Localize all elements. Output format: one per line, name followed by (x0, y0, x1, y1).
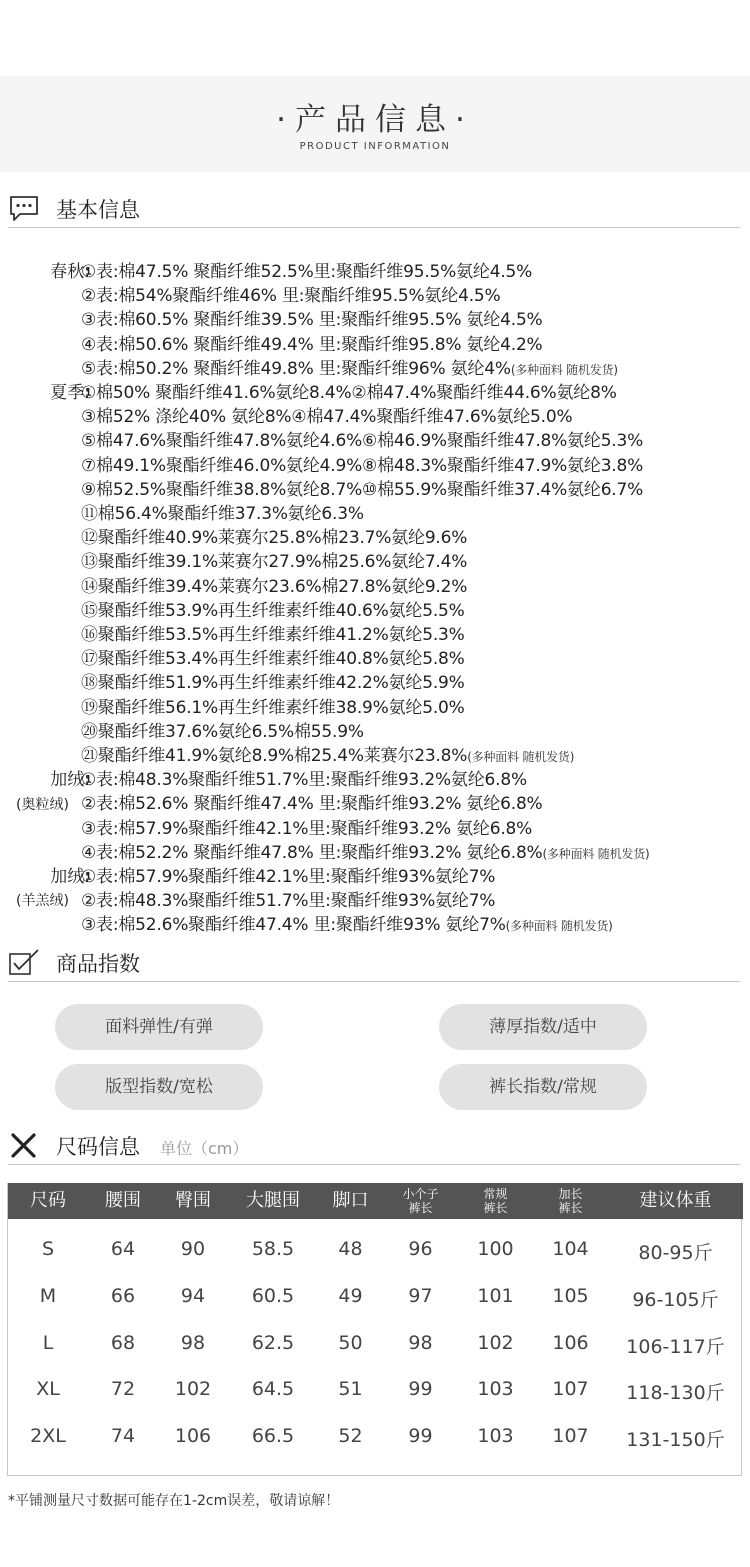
season-label: 夏季: (50, 383, 90, 403)
material-row (8, 910, 740, 934)
material-text: ②表:棉52.6% 聚酯纤维47.4% 里:聚酯纤维93.2% 氨纶6.8% (81, 794, 543, 815)
size-table-cell: M (39, 1284, 57, 1307)
size-table-cell: 72 (110, 1378, 136, 1401)
size-header-cell: 脚口 (332, 1190, 369, 1211)
size-table-cell: 100 (477, 1238, 514, 1260)
size-table-cell: 118-130斤 (626, 1382, 725, 1405)
size-table-cell: 52 (338, 1425, 363, 1448)
material-row (8, 475, 740, 499)
size-info-title: 尺码信息 (56, 1135, 140, 1159)
size-table-cell: 80-95斤 (638, 1242, 713, 1264)
banner-title: ·产品信息· (276, 102, 474, 138)
index-pill-fit: 版型指数/宽松 (55, 1064, 263, 1110)
size-info-header (8, 1125, 740, 1165)
material-row (8, 620, 740, 644)
season-label: 春秋: (50, 262, 90, 282)
size-table-cell: 64.5 (251, 1378, 295, 1401)
material-row (8, 741, 740, 765)
index-pill-elasticity: 面料弹性/有弹 (55, 1004, 263, 1050)
material-row (8, 305, 740, 329)
size-table-cell: 102 (174, 1378, 212, 1401)
size-table-cell: 50 (338, 1331, 363, 1354)
material-row (8, 717, 740, 741)
material-text: ⑤表:棉50.2% 聚酯纤维49.8% 里:聚酯纤维96% 氨纶4%(多种面料 随机发货) (81, 358, 618, 379)
size-table-cell: 97 (408, 1284, 433, 1307)
season-label: 加绒: (50, 867, 90, 887)
material-text: ①表:棉47.5% 聚酯纤维52.5%里:聚酯纤维95.5%氨纶4.5% (81, 262, 533, 282)
material-text: ⑳聚酯纤维37.6%氨纶6.5%棉55.9% (81, 721, 364, 742)
material-text: ⑦棉49.1%聚酯纤维46.0%氨纶4.9%⑧棉48.3%聚酯纤维47.9%氨纶3.8% (81, 455, 644, 476)
size-table-cell: 101 (477, 1284, 514, 1307)
section-divider (8, 1164, 740, 1165)
size-header-cell: 腰围 (105, 1190, 141, 1211)
material-text: ③表:棉57.9%聚酯纤维42.1%里:聚酯纤维93.2% 氨纶6.8% (81, 818, 533, 839)
size-header-cell: 小个子 裤长 (402, 1187, 439, 1215)
season-label: 加绒: (50, 770, 90, 791)
index-pill-thickness: 薄厚指数/适中 (439, 1004, 647, 1050)
material-text: ⑱聚酯纤维51.9%再生纤维素纤维42.2%氨纶5.9% (81, 673, 465, 694)
size-header-cell: 尺码 (30, 1190, 66, 1211)
size-header-cell: 臀围 (175, 1190, 211, 1211)
material-text: ④表:棉50.6% 聚酯纤维49.4% 里:聚酯纤维95.8% 氨纶4.2% (81, 334, 543, 355)
material-text: ①表:棉57.9%聚酯纤维42.1%里:聚酯纤维93%氨纶7% (81, 867, 496, 887)
size-table-cell: 49 (338, 1284, 363, 1307)
size-table-cell: 99 (408, 1378, 433, 1401)
basic-info-header (8, 188, 740, 228)
size-table-cell: 94 (180, 1284, 206, 1307)
size-table-cell: 51 (338, 1378, 363, 1401)
material-row (8, 765, 740, 789)
random-shipping-note: (多种面料 随机发货) (542, 846, 650, 861)
section-divider (8, 227, 740, 228)
material-row (8, 330, 740, 354)
material-row (8, 257, 740, 281)
material-text: ③表:棉60.5% 聚酯纤维39.5% 里:聚酯纤维95.5% 氨纶4.5% (81, 310, 543, 331)
material-row (8, 693, 740, 717)
size-table-cell: 98 (408, 1331, 433, 1354)
measurement-footnote: *平铺测量尺寸数据可能存在1-2cm误差，敬请谅解！ (8, 1493, 340, 1509)
size-table-cell: XL (36, 1378, 60, 1401)
material-text: ⑨棉52.5%聚酯纤维38.8%氨纶8.7%⑩棉55.9%聚酯纤维37.4%氨纶6.7% (81, 479, 644, 500)
size-table-cell: 107 (552, 1425, 589, 1448)
size-table-cell: 96-105斤 (632, 1288, 719, 1311)
size-table-cell: 103 (477, 1425, 514, 1448)
material-text: ②表:棉54%聚酯纤维46% 里:聚酯纤维95.5%氨纶4.5% (81, 286, 501, 307)
size-table-cell: 102 (477, 1331, 514, 1354)
random-shipping-note: (多种面料 随机发货) (467, 750, 575, 764)
material-row (8, 789, 740, 813)
size-table-cell: 64 (110, 1238, 136, 1260)
size-table-cell: 66 (110, 1284, 136, 1307)
material-row (8, 838, 740, 862)
size-table-cell: 106 (552, 1331, 589, 1354)
material-row (8, 378, 740, 402)
material-text: ⑫聚酯纤维40.9%莱赛尔25.8%棉23.7%氨纶9.6% (81, 528, 468, 549)
size-table-cell: 105 (552, 1284, 589, 1307)
size-header-cell: 加长 裤长 (558, 1187, 583, 1215)
size-table-cell: 106-117斤 (626, 1335, 725, 1358)
material-row (8, 523, 740, 547)
material-text: ④表:棉52.2% 聚酯纤维47.8% 里:聚酯纤维93.2% 氨纶6.8%(多种面料 随机发货) (81, 842, 650, 863)
material-row (8, 451, 740, 475)
size-table-header (8, 1183, 743, 1219)
size-table-cell: 131-150斤 (626, 1429, 725, 1452)
material-row (8, 886, 740, 910)
checkbox-pen-icon (8, 948, 40, 976)
material-row (8, 402, 740, 426)
material-text: ⑪棉56.4%聚酯纤维37.3%氨纶6.3% (81, 504, 364, 524)
size-table-cell: 106 (174, 1425, 212, 1448)
material-row (8, 814, 740, 838)
close-x-icon (8, 1131, 40, 1159)
size-table-cell: 48 (338, 1238, 363, 1260)
size-table-cell: 90 (180, 1238, 206, 1260)
size-table-cell: 96 (408, 1238, 433, 1260)
size-table-cell: 60.5 (251, 1284, 295, 1307)
section-divider (8, 981, 740, 982)
material-row (8, 862, 740, 886)
material-text: ⑰聚酯纤维53.4%再生纤维素纤维40.8%氨纶5.8% (81, 649, 465, 670)
material-text: ②表:棉48.3%聚酯纤维51.7%里:聚酯纤维93%氨纶7% (81, 891, 496, 912)
material-text: ㉑聚酯纤维41.9%氨纶8.9%棉25.4%莱赛尔23.8%(多种面料 随机发货) (81, 746, 575, 766)
product-index-title: 商品指数 (56, 952, 140, 976)
size-table-cell: 74 (110, 1425, 136, 1448)
material-row (8, 644, 740, 668)
material-row (8, 354, 740, 378)
size-table-cell: L (42, 1331, 54, 1354)
size-table-cell: 104 (552, 1238, 589, 1260)
size-header-cell: 常规 裤长 (483, 1187, 508, 1215)
material-row (8, 547, 740, 571)
index-pill-length: 裤长指数/常规 (439, 1064, 647, 1110)
material-row (8, 281, 740, 305)
chat-bubble-icon (8, 194, 40, 222)
size-table-cell: 2XL (30, 1425, 66, 1448)
material-text: ⑤棉47.6%聚酯纤维47.8%氨纶4.6%⑥棉46.9%聚酯纤维47.8%氨纶5.3% (81, 431, 644, 452)
sub-label-aoli: (奥粒绒) (16, 797, 69, 813)
material-row (8, 572, 740, 596)
size-table-cell: 66.5 (251, 1425, 295, 1448)
banner-subtitle: PRODUCT INFORMATION (299, 141, 451, 152)
material-text: ⑯聚酯纤维53.5%再生纤维素纤维41.2%氨纶5.3% (81, 625, 465, 645)
material-text: ⑮聚酯纤维53.9%再生纤维素纤维40.6%氨纶5.5% (81, 600, 465, 621)
material-text: ③棉52% 涤纶40% 氨纶8%④棉47.4%聚酯纤维47.6%氨纶5.0% (81, 407, 573, 428)
material-text: ③表:棉52.6%聚酯纤维47.4% 里:聚酯纤维93% 氨纶7%(多种面料 随机发货) (81, 915, 613, 936)
material-row (8, 499, 740, 523)
size-header-cell: 大腿围 (246, 1190, 300, 1211)
product-info-banner (0, 76, 750, 172)
random-shipping-note: (多种面料 随机发货) (510, 362, 618, 377)
material-text: ①棉50% 聚酯纤维41.6%氨纶8.4%②棉47.4%聚酯纤维44.6%氨纶8% (81, 383, 617, 403)
sub-label-yanggao: (羊羔绒) (16, 893, 69, 909)
material-text: ⑬聚酯纤维39.1%莱赛尔27.9%棉25.6%氨纶7.4% (81, 552, 468, 573)
material-row (8, 596, 740, 620)
size-table-cell: 58.5 (251, 1238, 295, 1260)
material-row (8, 426, 740, 450)
material-text: ⑭聚酯纤维39.4%莱赛尔23.6%棉27.8%氨纶9.2% (81, 576, 468, 597)
size-table-cell: 68 (110, 1331, 136, 1354)
size-table-cell: S (41, 1238, 55, 1260)
size-table (7, 1183, 742, 1476)
material-text: ⑲聚酯纤维56.1%再生纤维素纤维38.9%氨纶5.0% (81, 697, 465, 718)
size-table-cell: 98 (180, 1331, 206, 1354)
size-header-cell: 建议体重 (639, 1190, 712, 1211)
size-unit-label: 单位（cm） (160, 1139, 249, 1158)
basic-info-title: 基本信息 (56, 198, 140, 222)
size-table-cell: 99 (408, 1425, 433, 1448)
size-table-cell: 107 (552, 1378, 589, 1401)
random-shipping-note: (多种面料 随机发货) (505, 919, 613, 934)
material-row (8, 668, 740, 692)
product-index-header (8, 942, 740, 982)
material-text: ①表:棉48.3%聚酯纤维51.7%里:聚酯纤维93.2%氨纶6.8% (81, 770, 527, 791)
size-table-cell: 62.5 (251, 1331, 295, 1354)
size-table-cell: 103 (477, 1378, 514, 1401)
